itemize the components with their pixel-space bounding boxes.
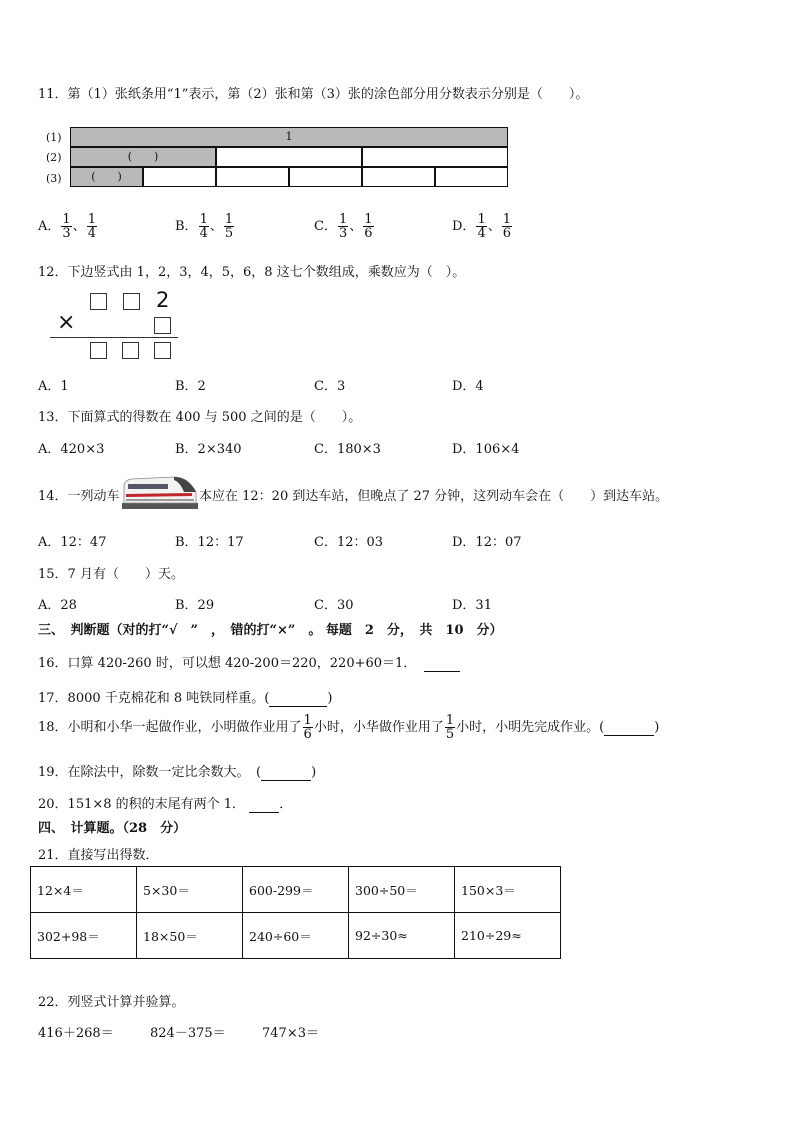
answer-blank[interactable] bbox=[424, 656, 460, 672]
table-cell[interactable]: 240÷60＝ bbox=[243, 913, 349, 959]
train-icon bbox=[122, 472, 198, 509]
q18-statement-mid: 小时，小华做作业用了 bbox=[313, 720, 444, 735]
paren-close: ) bbox=[654, 720, 660, 735]
q16-text bbox=[38, 652, 460, 672]
q18-text bbox=[38, 714, 659, 741]
table-cell[interactable]: 5×30＝ bbox=[137, 867, 243, 913]
paren-close: ) bbox=[327, 691, 333, 706]
digit-box bbox=[122, 342, 139, 359]
q11-option-d[interactable] bbox=[452, 213, 513, 240]
option-letter: A． bbox=[38, 219, 61, 234]
q14-text-after: 本应在 12：20 到达车站，但晚点了 27 分钟，这列动车会在（ ）到达车站。 bbox=[199, 489, 669, 504]
option-letter: B． bbox=[175, 219, 198, 234]
fraction: $\frac{1}{4}$ bbox=[477, 212, 486, 241]
q12-option-a[interactable]: A．1 bbox=[38, 379, 69, 394]
strip-1-cell bbox=[70, 127, 508, 147]
strip-1-label: 1 bbox=[285, 130, 293, 143]
q13-option-b[interactable]: B．2×340 bbox=[175, 442, 242, 457]
fraction: $\frac{1}{3}$ bbox=[62, 212, 71, 241]
q18-statement-end: 小时，小明先完成作业。( bbox=[456, 720, 605, 735]
q20-text bbox=[38, 793, 292, 813]
q17-text bbox=[38, 687, 332, 707]
vertical-multiplication bbox=[48, 290, 183, 362]
period: ． bbox=[279, 797, 293, 812]
separator: 、 bbox=[487, 219, 501, 234]
fraction: $\frac{1}{5}$ bbox=[445, 713, 455, 742]
q11-option-b[interactable] bbox=[175, 213, 235, 240]
table-row bbox=[31, 867, 561, 913]
q14-option-c[interactable]: C．12：03 bbox=[314, 535, 384, 550]
answer-blank[interactable] bbox=[249, 797, 279, 813]
q15-option-a[interactable]: A．28 bbox=[38, 598, 77, 613]
q21-text: 21．直接写出得数． bbox=[38, 848, 159, 863]
strip-3-cell bbox=[289, 167, 362, 187]
option-letter: D． bbox=[452, 219, 476, 234]
separator: 、 bbox=[349, 219, 363, 234]
table-cell[interactable]: 600-299＝ bbox=[243, 867, 349, 913]
q13-option-a[interactable]: A．420×3 bbox=[38, 442, 105, 457]
strip-label-1: (1) bbox=[46, 131, 62, 144]
strip-3-cell bbox=[216, 167, 289, 187]
strip-3-cell bbox=[435, 167, 508, 187]
section-4-heading: 四、 计算题。（28 分） bbox=[38, 821, 187, 836]
q19-statement: 19．在除法中，除数一定比余数大。 ( bbox=[38, 765, 262, 780]
q14-text-before: 14．一列动车 bbox=[38, 489, 120, 504]
table-cell[interactable]: 18×50＝ bbox=[137, 913, 243, 959]
q22-text: 22．列竖式计算并验算。 bbox=[38, 995, 185, 1010]
q12-option-b[interactable]: B．2 bbox=[175, 379, 206, 394]
digit-box bbox=[154, 342, 171, 359]
strip-3-cell bbox=[143, 167, 216, 187]
table-cell[interactable]: 92÷30≈ bbox=[349, 913, 455, 959]
q15-text: 15．7 月有（ ）天。 bbox=[38, 567, 184, 582]
table-row bbox=[31, 913, 561, 959]
fraction: $\frac{1}{6}$ bbox=[502, 212, 512, 241]
table-cell[interactable]: 302+98＝ bbox=[31, 913, 137, 959]
strip-3-blank: ( ) bbox=[91, 170, 122, 183]
q12-option-c[interactable]: C．3 bbox=[314, 379, 346, 394]
q14-option-d[interactable]: D．12：07 bbox=[452, 535, 522, 550]
q13-option-c[interactable]: C．180×3 bbox=[314, 442, 381, 457]
q22-item-1: 416＋268＝ bbox=[38, 1026, 114, 1041]
strip-2 bbox=[70, 147, 508, 167]
q12-text: 12．下边竖式由 1，2，3，4，5，6，8 这七个数组成，乘数应为（ ）。 bbox=[38, 265, 466, 280]
table-cell[interactable]: 150×3＝ bbox=[455, 867, 561, 913]
q20-statement: 20．151×8 的积的末尾有两个 1． bbox=[38, 797, 246, 812]
fraction: $\frac{1}{3}$ bbox=[338, 212, 348, 241]
q16-statement: 16．口算 420-260 时，可以想 420-200＝220，220+60＝1． bbox=[38, 656, 417, 671]
strip-3 bbox=[70, 167, 508, 187]
q12-option-d[interactable]: D．4 bbox=[452, 379, 484, 394]
answer-blank[interactable] bbox=[269, 691, 327, 707]
strip-3-shaded-cell bbox=[70, 167, 143, 187]
answer-blank[interactable] bbox=[604, 720, 654, 736]
fraction: $\frac{1}{6}$ bbox=[303, 713, 312, 742]
given-digit: 2 bbox=[156, 288, 170, 312]
digit-box bbox=[90, 293, 107, 310]
fraction: $\frac{1}{4}$ bbox=[87, 212, 96, 241]
answer-blank[interactable] bbox=[261, 765, 311, 781]
strip-label-2: (2) bbox=[46, 151, 62, 164]
fraction: $\frac{1}{4}$ bbox=[199, 212, 208, 241]
separator: 、 bbox=[209, 219, 223, 234]
digit-box bbox=[123, 293, 140, 310]
table-cell[interactable]: 210÷29≈ bbox=[455, 913, 561, 959]
strip-1 bbox=[70, 127, 508, 147]
section-3-heading: 三、 判断题（对的打“√ ” ， 错的打“×” 。 每题 2 分， 共 10 分） bbox=[38, 623, 503, 638]
strip-label-3: (3) bbox=[46, 172, 62, 185]
paren-close: ) bbox=[311, 765, 317, 780]
q18-statement-start: 18．小明和小华一起做作业，小明做作业用了 bbox=[38, 720, 302, 735]
strip-2-cell bbox=[216, 147, 362, 167]
option-letter: C． bbox=[314, 219, 337, 234]
q11-text: 11．第（1）张纸条用“1”表示，第（2）张和第（3）张的涂色部分用分数表示分别是（ ）。 bbox=[38, 87, 589, 102]
strip-2-shaded-cell bbox=[70, 147, 216, 167]
q15-option-b[interactable]: B．29 bbox=[175, 598, 215, 613]
q13-text: 13．下面算式的得数在 400 与 500 之间的是（ ）。 bbox=[38, 410, 362, 425]
q14-option-a[interactable]: A．12：47 bbox=[38, 535, 107, 550]
mental-math-table bbox=[30, 866, 561, 959]
table-cell[interactable]: 300÷50＝ bbox=[349, 867, 455, 913]
q11-option-a[interactable] bbox=[38, 213, 98, 240]
strip-2-cell bbox=[362, 147, 508, 167]
q17-statement: 17．8000 千克棉花和 8 吨铁同样重。( bbox=[38, 691, 270, 706]
q14-option-b[interactable]: B．12：17 bbox=[175, 535, 244, 550]
fraction: $\frac{1}{6}$ bbox=[364, 212, 373, 241]
q15-option-c[interactable]: C．30 bbox=[314, 598, 354, 613]
q19-text bbox=[38, 761, 316, 781]
separator: 、 bbox=[72, 219, 86, 234]
q22-item-2: 824－375＝ bbox=[150, 1026, 226, 1041]
q11-option-c[interactable] bbox=[314, 213, 375, 240]
q13-option-d[interactable]: D．106×4 bbox=[452, 442, 520, 457]
strip-2-blank: ( ) bbox=[127, 150, 159, 163]
fraction: $\frac{1}{5}$ bbox=[224, 212, 234, 241]
digit-box bbox=[154, 317, 171, 334]
result-line bbox=[50, 337, 178, 338]
q22-item-3: 747×3＝ bbox=[262, 1026, 319, 1041]
times-sign: × bbox=[57, 310, 76, 335]
table-cell[interactable]: 12×4＝ bbox=[31, 867, 137, 913]
digit-box bbox=[90, 342, 107, 359]
strip-3-cell bbox=[362, 167, 435, 187]
q15-option-d[interactable]: D．31 bbox=[452, 598, 492, 613]
